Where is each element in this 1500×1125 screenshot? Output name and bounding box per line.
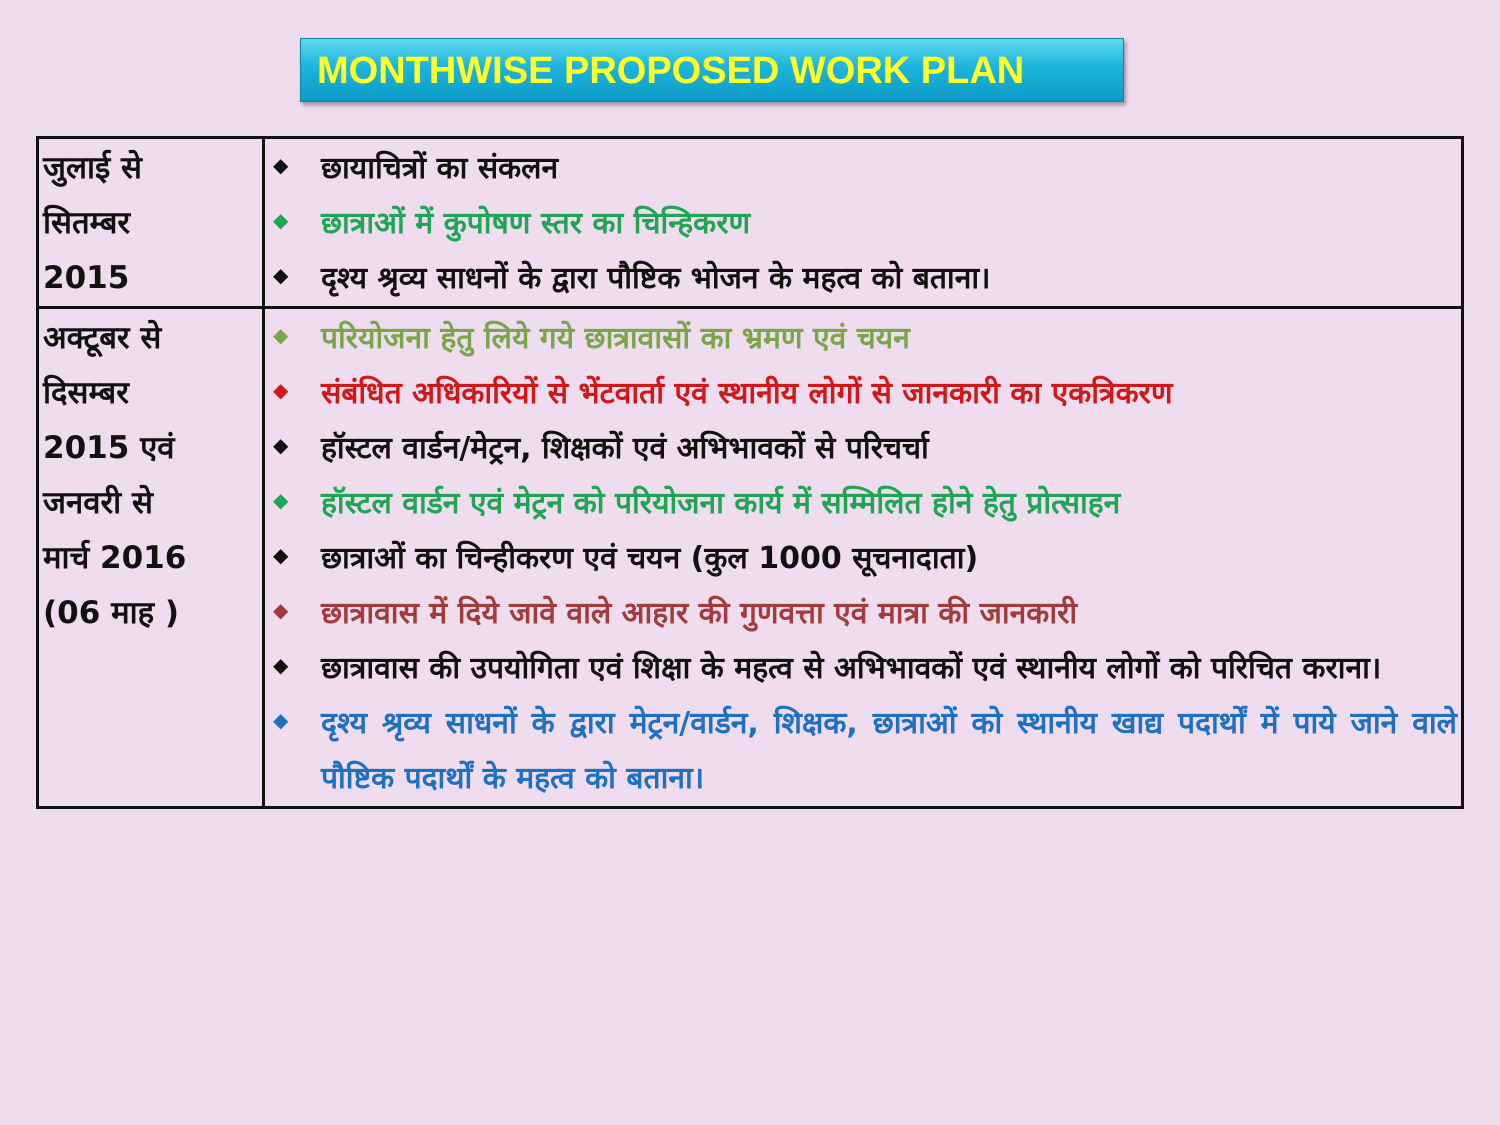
activity-text: दृश्य श्रृव्य साधनों के द्वारा पौष्टिक भोजन के महत्व को बताना। (321, 261, 991, 296)
period-line: 2015 (43, 260, 130, 296)
diamond-bullet-icon: ◆ (273, 323, 289, 347)
activity-text: हॉस्टल वार्डन/मेट्रन, शिक्षकों एवं अभिभावकों से परिचर्चा (321, 431, 929, 466)
activities-cell (264, 138, 1463, 308)
diamond-bullet-icon: ◆ (273, 263, 289, 287)
table-row (38, 138, 1463, 308)
list-item (265, 696, 1457, 806)
diamond-bullet-icon: ◆ (273, 488, 289, 512)
list-item (265, 141, 1457, 196)
period-line: जनवरी से (43, 485, 153, 521)
activities-cell (264, 308, 1463, 808)
period-line: दिसम्बर (43, 375, 129, 411)
diamond-bullet-icon: ◆ (273, 433, 289, 457)
list-item (265, 366, 1457, 421)
activity-list (265, 309, 1461, 806)
page-title: MONTHWISE PROPOSED WORK PLAN (317, 50, 1025, 92)
diamond-bullet-icon: ◆ (273, 708, 289, 732)
table-row (38, 308, 1463, 808)
list-item (265, 586, 1457, 641)
activity-text: छात्राओं में कुपोषण स्तर का चिन्हिकरण (321, 206, 751, 241)
activity-text: छायाचित्रों का संकलन (321, 151, 559, 186)
period-line: सितम्बर (43, 205, 131, 241)
list-item (265, 311, 1457, 366)
diamond-bullet-icon: ◆ (273, 153, 289, 177)
activity-text: हॉस्टल वार्डन एवं मेट्रन को परियोजना कार्य में सम्मिलित होने हेतु प्रोत्साहन (321, 486, 1121, 521)
diamond-bullet-icon: ◆ (273, 653, 289, 677)
list-item (265, 196, 1457, 251)
activity-text: दृश्य श्रृव्य साधनों के द्वारा मेट्रन/वार्डन, शिक्षक, छात्राओं को स्थानीय खाद्य पदार्थों में पाये जाने वाले पौष्टिक पदार्थों के महत्व को बताना। (321, 706, 1457, 796)
activity-list (265, 139, 1461, 306)
activity-text: छात्रावास की उपयोगिता एवं शिक्षा के महत्व से अभिभावकों एवं स्थानीय लोगों को परिचित कराना। (321, 651, 1382, 686)
period-cell (38, 308, 264, 808)
list-item (265, 421, 1457, 476)
list-item (265, 641, 1457, 696)
period-cell (38, 138, 264, 308)
activity-text: संबंधित अधिकारियों से भेंटवार्ता एवं स्थानीय लोगों से जानकारी का एकत्रिकरण (321, 376, 1173, 411)
list-item (265, 531, 1457, 586)
diamond-bullet-icon: ◆ (273, 378, 289, 402)
period-line: मार्च 2016 (43, 540, 187, 576)
activity-text: छात्राओं का चिन्हीकरण एवं चयन (कुल 1000 सूचनादाता) (321, 541, 979, 576)
period-line: जुलाई से (43, 150, 143, 186)
period-line: अक्टूबर से (43, 320, 162, 356)
activity-text: छात्रावास में दिये जावे वाले आहार की गुणवत्ता एवं मात्रा की जानकारी (321, 596, 1078, 631)
activity-text: परियोजना हेतु लिये गये छात्रावासों का भ्रमण एवं चयन (321, 321, 910, 356)
period-line: (06 माह ) (43, 595, 180, 631)
period-line: 2015 एवं (43, 430, 175, 466)
work-plan-table (36, 136, 1464, 809)
diamond-bullet-icon: ◆ (273, 543, 289, 567)
list-item (265, 251, 1457, 306)
diamond-bullet-icon: ◆ (273, 598, 289, 622)
title-banner (300, 38, 1124, 102)
list-item (265, 476, 1457, 531)
diamond-bullet-icon: ◆ (273, 208, 289, 232)
